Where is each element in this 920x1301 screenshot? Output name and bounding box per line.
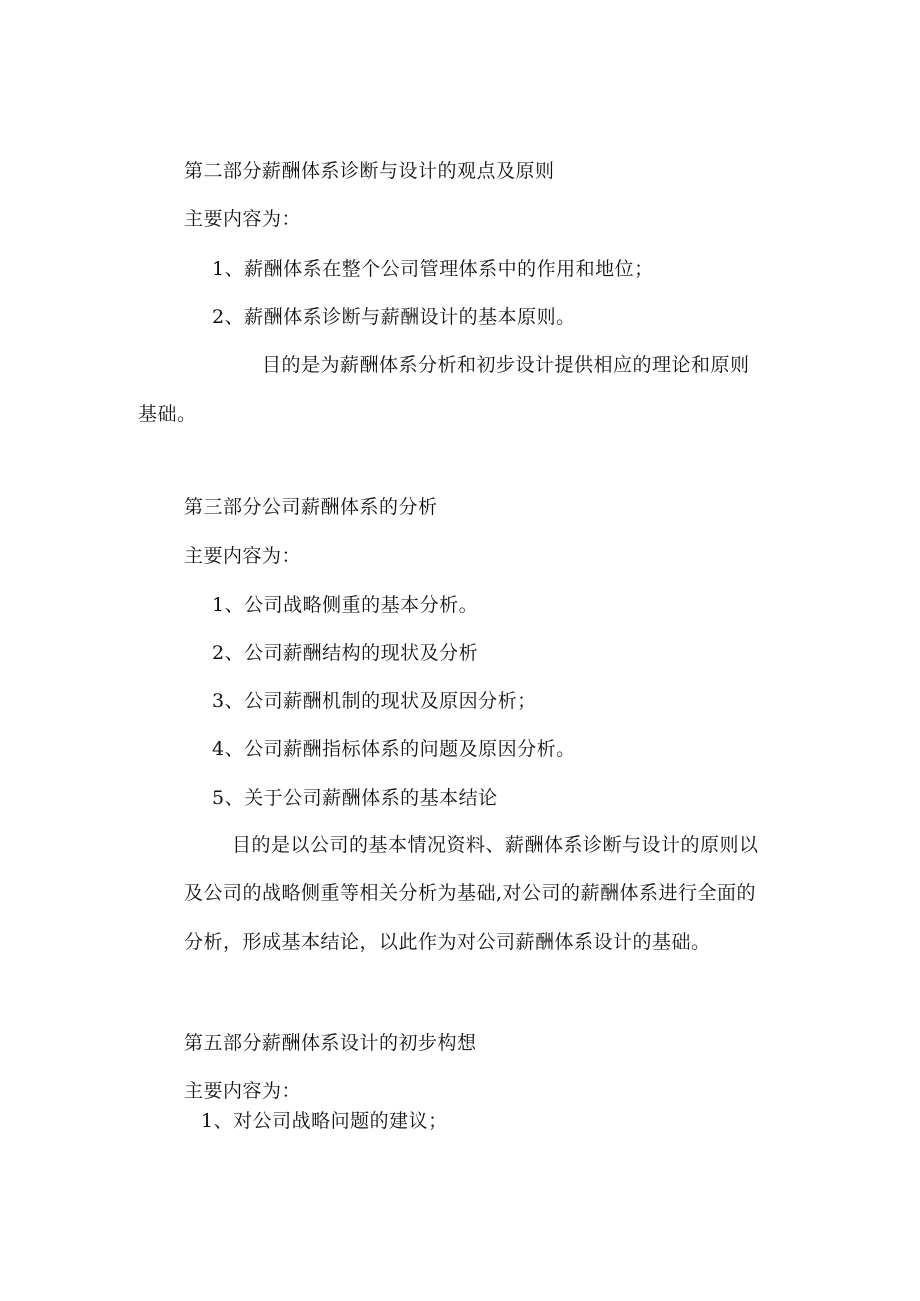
section-5-intro: 主要内容为： xyxy=(184,1080,302,1102)
section-3-purpose-line-2: 及公司的战略侧重等相关分析为基础,对公司的薪酬体系进行全面的 xyxy=(184,882,757,904)
section-3-item-1: 1、公司战略侧重的基本分析。 xyxy=(212,594,479,616)
section-3-item-4: 4、公司薪酬指标体系的问题及原因分析。 xyxy=(212,738,576,760)
section-2-intro: 主要内容为： xyxy=(184,208,302,230)
section-2-item-2: 2、薪酬体系诊断与薪酬设计的基本原则。 xyxy=(212,306,576,328)
section-3-purpose-line-1: 目的是以公司的基本情况资料、薪酬体系诊断与设计的原则以 xyxy=(232,834,759,856)
section-3-intro: 主要内容为： xyxy=(184,545,302,567)
section-3-item-5: 5、关于公司薪酬体系的基本结论 xyxy=(212,787,498,809)
section-2-heading: 第二部分薪酬体系诊断与设计的观点及原则 xyxy=(184,160,555,182)
section-5-heading: 第五部分薪酬体系设计的初步构想 xyxy=(184,1032,477,1054)
section-3-item-2: 2、公司薪酬结构的现状及分析 xyxy=(212,642,479,664)
section-5-item-1: 1、对公司战略问题的建议； xyxy=(201,1110,448,1132)
section-2-purpose-line-1: 目的是为薪酬体系分析和初步设计提供相应的理论和原则 xyxy=(262,354,750,376)
section-2-item-1: 1、薪酬体系在整个公司管理体系中的作用和地位； xyxy=(212,258,654,280)
section-3-item-3: 3、公司薪酬机制的现状及原因分析； xyxy=(212,690,537,712)
section-3-heading: 第三部分公司薪酬体系的分析 xyxy=(184,496,438,518)
section-2-purpose-line-2: 基础。 xyxy=(138,403,197,425)
section-3-purpose-line-3: 分析，形成基本结论，以此作为对公司薪酬体系设计的基础。 xyxy=(184,931,711,953)
